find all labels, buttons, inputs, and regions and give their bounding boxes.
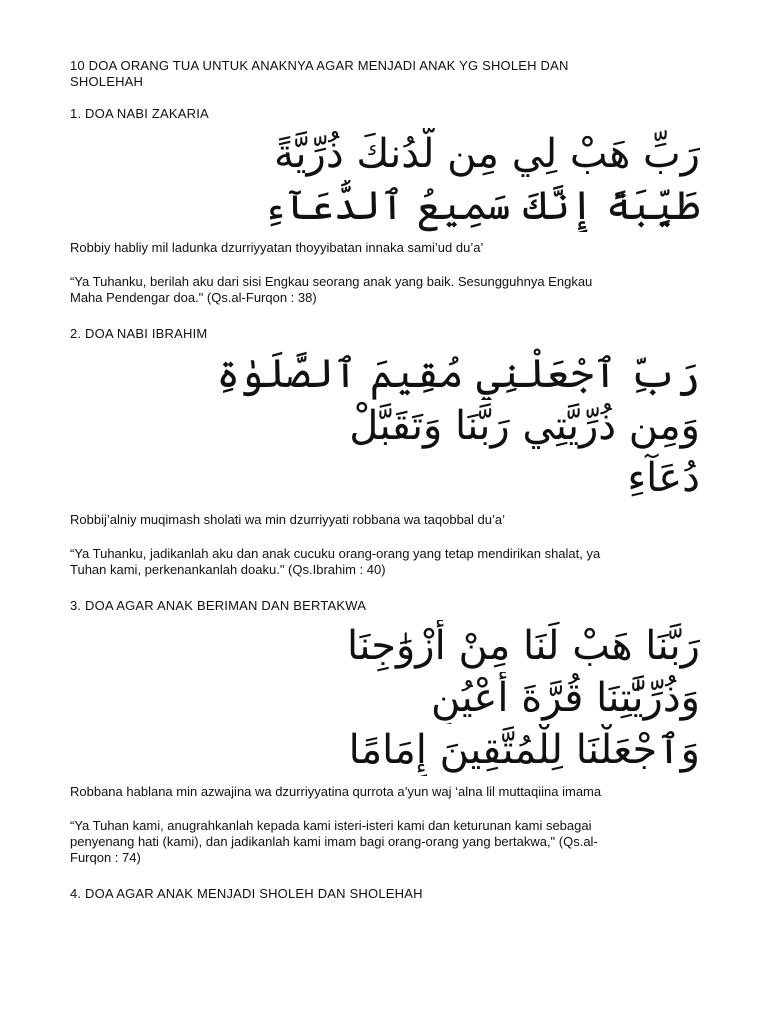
prayer-section [70, 106, 710, 306]
document-title [70, 58, 710, 90]
translation-line: Furqon : 74) [70, 850, 141, 865]
translation-line: penyenang hati (kami), dan jadikanlah kami imam bagi orang-orang yang bertakwa," (Qs.al- [70, 834, 598, 849]
translation-line: “Ya Tuhanku, jadikanlah aku dan anak cucuku orang-orang yang tetap mendirikan shalat, ya [70, 546, 601, 561]
translation-line: Maha Pendengar doa." (Qs.al-Furqon : 38) [70, 290, 317, 305]
arabic-verse-line: طَيِّبَةً إِنَّكَ سَمِيعُ ٱلدُّعَآءِ [263, 183, 700, 229]
section-heading: 4. DOA AGAR ANAK MENJADI SHOLEH DAN SHOLEHAH [70, 886, 423, 901]
prayer-section [70, 886, 710, 902]
translation [70, 818, 710, 866]
transliteration: Robbij’alniy muqimash sholati wa min dzurriyyati robbana wa taqobbal du’a’ [70, 512, 506, 527]
prayer-section [70, 326, 710, 578]
arabic-verse-line: وَمِن ذُرِّيَّتِي رَبَّنَا وَتَقَبَّلْ [349, 403, 700, 449]
transliteration: Robbana hablana min azwajina wa dzurriyyatina qurrota a’yun waj ‘alna lil muttaqiina imama [70, 784, 602, 799]
arabic-verse-line: رَبِّ ٱجْعَلْنِي مُقِيمَ ٱلصَّلَوٰةِ [216, 351, 700, 397]
arabic-verse-line: رَبَّنَا هَبْ لَنَا مِنْ أَزْوَٰجِنَا [347, 623, 700, 669]
translation-line: Tuhan kami, perkenankanlah doaku." (Qs.Ibrahim : 40) [70, 562, 386, 577]
arabic-verse-line: دُعَآءِ [627, 455, 700, 501]
document-title-line: 10 DOA ORANG TUA UNTUK ANAKNYA AGAR MENJADI ANAK YG SHOLEH DAN [70, 58, 569, 73]
arabic-verse [70, 348, 700, 504]
section-heading: 3. DOA AGAR ANAK BERIMAN DAN BERTAKWA [70, 598, 367, 613]
translation-line: “Ya Tuhan kami, anugrahkanlah kepada kami isteri-isteri kami dan keturunan kami sebagai [70, 818, 592, 833]
arabic-verse [70, 620, 700, 776]
section-heading: 2. DOA NABI IBRAHIM [70, 326, 208, 341]
document-page [70, 58, 710, 908]
arabic-verse-line: وَٱجْعَلْنَا لِلْمُتَّقِينَ إِمَامًا [348, 727, 700, 773]
prayer-section [70, 598, 710, 866]
arabic-verse [70, 128, 700, 232]
document-title-line: SHOLEHAH [70, 74, 144, 89]
arabic-verse-line: رَبِّ هَبْ لِي مِن لَّدُنكَ ذُرِّيَّةً [273, 131, 700, 177]
section-heading: 1. DOA NABI ZAKARIA [70, 106, 209, 121]
translation [70, 274, 710, 306]
arabic-verse-line: وَذُرِّيَّٰتِنَا قُرَّةَ أَعْيُنٍ [431, 675, 700, 721]
transliteration: Robbiy habliy mil ladunka dzurriyyatan thoyyibatan innaka sami’ud du’a’ [70, 240, 484, 255]
translation [70, 546, 710, 578]
translation-line: “Ya Tuhanku, berilah aku dari sisi Engkau seorang anak yang baik. Sesungguhnya Engkau [70, 274, 593, 289]
